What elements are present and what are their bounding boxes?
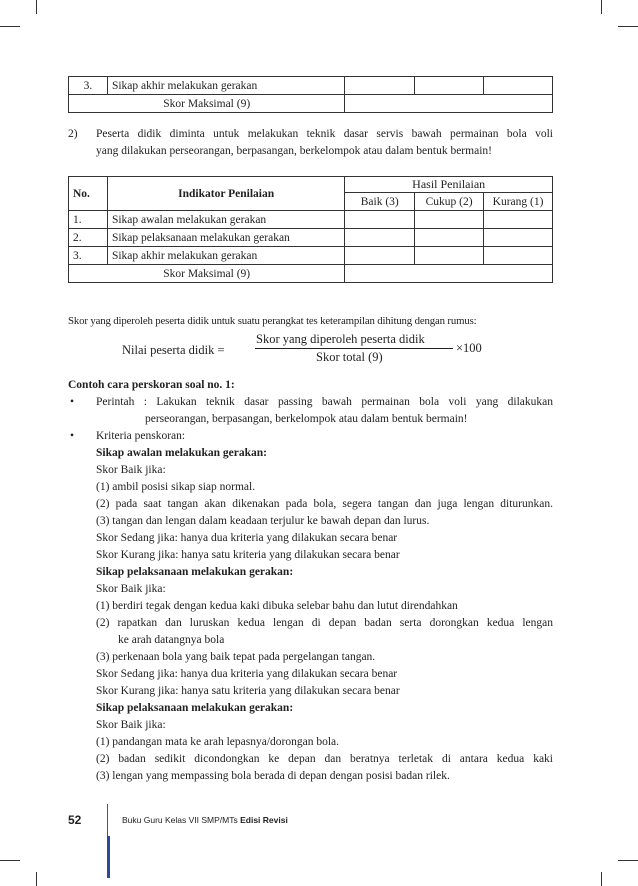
page-number: 52 xyxy=(68,813,82,827)
row-number: 3. xyxy=(69,247,108,265)
score-cell xyxy=(415,229,484,247)
criteria-subheading: Sikap pelaksanaan melakukan gerakan: xyxy=(96,566,294,578)
crop-mark xyxy=(0,860,20,861)
formula-denominator: Skor total (9) xyxy=(316,350,383,364)
score-cell xyxy=(484,211,553,229)
criteria-line: (3) perkenaan bola yang baik tepat pada pergelangan tangan. xyxy=(96,651,376,663)
score-cell xyxy=(484,77,553,95)
criteria-subheading: Sikap pelaksanaan melakukan gerakan: xyxy=(96,702,294,714)
formula-multiplier: ×100 xyxy=(456,341,482,355)
criteria-line: Skor Sedang jika: hanya dua kriteria yang dilakukan secara benar xyxy=(96,532,398,544)
row-indicator: Sikap akhir melakukan gerakan xyxy=(107,247,344,265)
criteria-subheading: Sikap awalan melakukan gerakan: xyxy=(96,447,267,459)
score-table-top xyxy=(68,76,553,113)
crop-mark xyxy=(0,26,20,27)
edition-label: Edisi Revisi xyxy=(240,815,288,825)
criteria-line: Skor Baik jika: xyxy=(96,583,166,595)
table-row xyxy=(69,265,553,283)
column-header-baik: Baik (3) xyxy=(345,193,415,211)
score-cell xyxy=(345,211,415,229)
score-cell xyxy=(415,77,484,95)
score-cell xyxy=(345,229,415,247)
footer-book-title xyxy=(122,815,288,825)
table-header-row xyxy=(69,177,553,193)
column-header-indicator: Indikator Penilaian xyxy=(107,177,344,211)
item-number: 2) xyxy=(68,128,78,140)
crop-mark xyxy=(618,860,638,861)
formula-intro: Skor yang diperoleh peserta didik untuk suatu perangkat tes keterampilan dihitung dengan rumus: xyxy=(68,315,477,327)
bullet: • xyxy=(70,396,75,408)
score-cell xyxy=(484,247,553,265)
criteria-line: Skor Kurang jika: hanya satu kriteria yang dilakukan secara benar xyxy=(96,549,400,561)
bullet: • xyxy=(70,430,75,442)
criteria-line: Skor Baik jika: xyxy=(96,719,166,731)
criteria-line: Skor Kurang jika: hanya satu kriteria yang dilakukan secara benar xyxy=(96,685,400,697)
example-heading: Contoh cara perskoran soal no. 1: xyxy=(68,379,235,391)
accent-bar xyxy=(107,836,110,878)
item-text-line: yang dilakukan perseorangan, berpasangan, berkelompok atau dalam bentuk bermain! xyxy=(96,145,492,157)
formula-lhs: Nilai peserta didik = xyxy=(122,343,225,357)
column-header-result: Hasil Penilaian xyxy=(345,177,553,193)
max-score-cell xyxy=(345,265,553,283)
column-header-kurang: Kurang (1) xyxy=(484,193,553,211)
footer-divider xyxy=(107,804,108,836)
row-indicator: Sikap awalan melakukan gerakan xyxy=(107,211,344,229)
table-row xyxy=(69,211,553,229)
criteria-line: Skor Sedang jika: hanya dua kriteria yang dilakukan secara benar xyxy=(96,668,398,680)
score-cell xyxy=(345,77,415,95)
crop-mark xyxy=(618,26,638,27)
score-cell xyxy=(484,229,553,247)
criteria-line: (2) rapatkan dan luruskan kedua lengan di depan badan serta dorongkan kedua lengan xyxy=(96,617,553,629)
formula-numerator: Skor yang diperoleh peserta didik xyxy=(256,332,425,346)
fraction-bar xyxy=(255,348,453,349)
crop-mark xyxy=(36,872,37,886)
book-title: Buku Guru Kelas VII SMP/MTs xyxy=(122,815,238,825)
column-header-cukup: Cukup (2) xyxy=(415,193,484,211)
max-score-label: Skor Maksimal (9) xyxy=(69,265,345,283)
row-indicator: Sikap pelaksanaan melakukan gerakan xyxy=(107,229,344,247)
criteria-line: (3) tangan dan lengan dalam keadaan terjulur ke bawah depan dan lurus. xyxy=(96,515,430,527)
criteria-line: (1) berdiri tegak dengan kedua kaki dibuka selebar bahu dan lutut direndahkan xyxy=(96,600,458,612)
crop-mark xyxy=(36,0,37,14)
row-number: 3. xyxy=(69,77,108,95)
criteria-line: (3) lengan yang mempassing bola berada di depan dengan posisi badan rilek. xyxy=(96,770,450,782)
row-number: 1. xyxy=(69,211,108,229)
score-cell xyxy=(415,211,484,229)
instruction-line: Perintah : Lakukan teknik dasar passing bawah permainan bola voli yang dilakukan xyxy=(96,396,553,408)
crop-mark xyxy=(601,872,602,886)
row-indicator: Sikap akhir melakukan gerakan xyxy=(107,77,345,95)
crop-mark xyxy=(601,0,602,14)
item-text-line: Peserta didik diminta untuk melakukan teknik dasar servis bawah permainan bola voli xyxy=(96,128,553,140)
criteria-line: (1) pandangan mata ke arah lepasnya/dorongan bola. xyxy=(96,736,339,748)
table-row xyxy=(69,77,553,95)
row-number: 2. xyxy=(69,229,108,247)
criteria-line: ke arah datangnya bola xyxy=(118,634,225,646)
column-header-no: No. xyxy=(69,177,108,211)
criteria-label: Kriteria penskoran: xyxy=(96,430,186,442)
table-row xyxy=(69,95,553,113)
criteria-line: (2) pada saat tangan akan dikenakan pada bola, segera tangan dan juga lengan diturunkan. xyxy=(96,498,553,510)
max-score-cell xyxy=(345,95,553,113)
criteria-line: (2) badan sedikit dicondongkan ke depan dan beratnya terletak di antara kedua kaki xyxy=(96,753,553,765)
instruction-line: perseorangan, berpasangan, berkelompok atau dalam bentuk bermain! xyxy=(145,413,468,425)
score-cell xyxy=(345,247,415,265)
table-row xyxy=(69,247,553,265)
criteria-line: Skor Baik jika: xyxy=(96,464,166,476)
max-score-label: Skor Maksimal (9) xyxy=(69,95,345,113)
criteria-line: (1) ambil posisi sikap siap normal. xyxy=(96,481,256,493)
score-table xyxy=(68,176,553,283)
score-cell xyxy=(415,247,484,265)
table-row xyxy=(69,229,553,247)
